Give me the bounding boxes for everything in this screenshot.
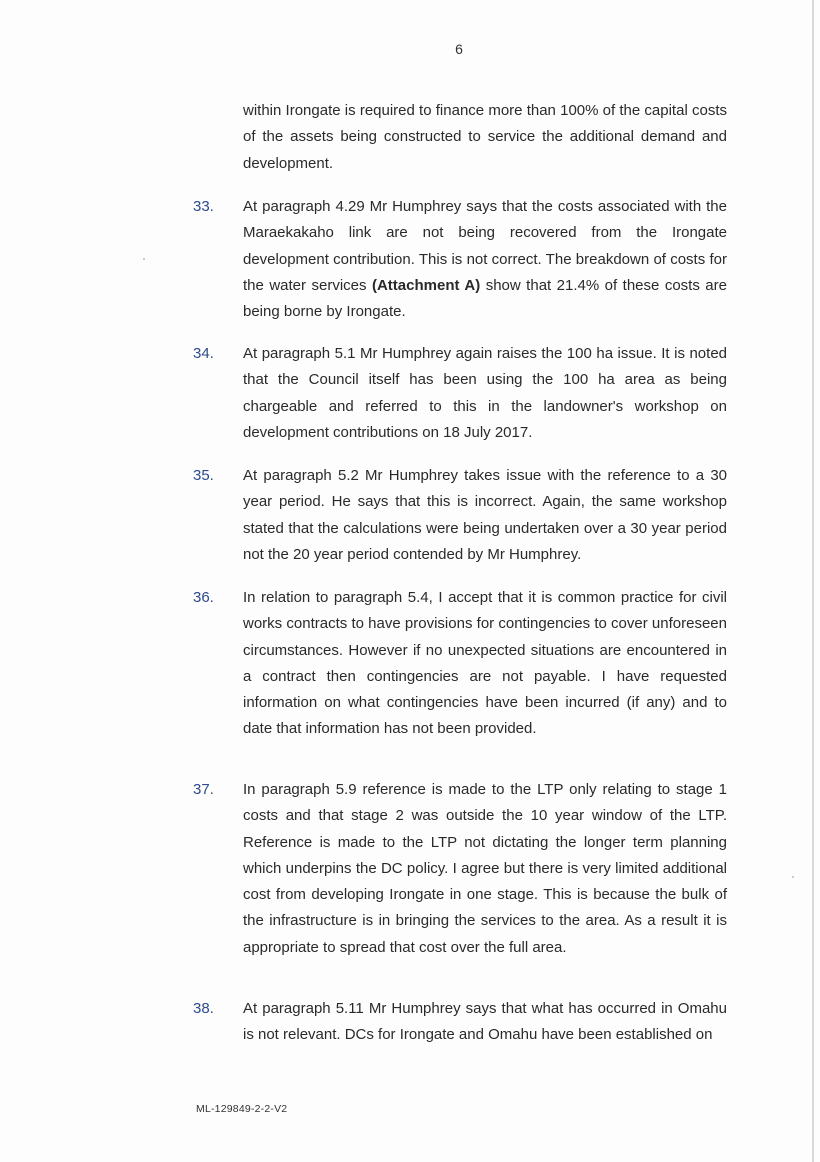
scan-speck [792, 876, 794, 878]
paragraph-text-after: show that 21.4% of these costs are being borne by Irongate. [243, 276, 727, 321]
document-reference-footer: ML-129849-2-2-V2 [196, 1103, 288, 1115]
paragraph-text: At paragraph 5.1 Mr Humphrey again raises the 100 ha issue. It is noted that the Council itself has been using the 100 ha area as being chargeable and referred to this in the landowner's workshop on development contributions on 18 July 2017. [243, 345, 727, 441]
paragraph-text: In relation to paragraph 5.4, I accept that it is common practice for civil works contracts to have provisions for contingencies to cover unforeseen circumstances. However if no unexpected situations are encountered in a contract then contingencies are not payable. I have requested information on what contingencies have been incurred (if any) and to date that information has not been provided. [243, 589, 727, 738]
paragraph-number: 36. [193, 589, 214, 606]
paragraph-number: 35. [193, 467, 214, 484]
paragraph-text: At paragraph 5.11 Mr Humphrey says that what has occurred in Omahu is not relevant. DCs for Irongate and Omahu have been established on [243, 1000, 727, 1044]
paragraph-text: At paragraph 5.2 Mr Humphrey takes issue with the reference to a 30 year period. He says that this is incorrect. Again, the same workshop stated that the calculations were being undertaken over a 30 year period not the 20 year period contended by Mr Humphrey. [243, 467, 727, 563]
scan-edge-line [812, 0, 814, 1162]
paragraph-number: 34. [193, 345, 214, 362]
paragraph-number: 38. [193, 1000, 214, 1017]
paragraph-number: 33. [193, 198, 214, 215]
paragraph-text: In paragraph 5.9 reference is made to the LTP only relating to stage 1 costs and that stage 2 was outside the 10 year window of the LTP. Reference is made to the LTP not dictating the longer term planning which underpins the DC policy. I agree but there is very limited additional cost from developing Irongate in one stage. This is because the bulk of the infrastructure is in bringing the services to the area. As a result it is appropriate to spread that cost over the full area. [243, 781, 727, 956]
paragraph-text [243, 194, 727, 325]
attachment-reference: (Attachment A) [371, 276, 481, 294]
page-number: 6 [455, 41, 463, 57]
scan-speck [143, 258, 145, 260]
paragraph-number: 37. [193, 781, 214, 798]
paragraph-text-before: At paragraph 4.29 Mr Humphrey says that the costs associated with the Maraekakaho link are not being recovered from the Irongate development contribution. This is not correct. The breakdown of costs for the water services [243, 198, 727, 294]
paragraph-text: within Irongate is required to finance more than 100% of the capital costs of the assets being constructed to service the additional demand and development. [243, 102, 727, 172]
